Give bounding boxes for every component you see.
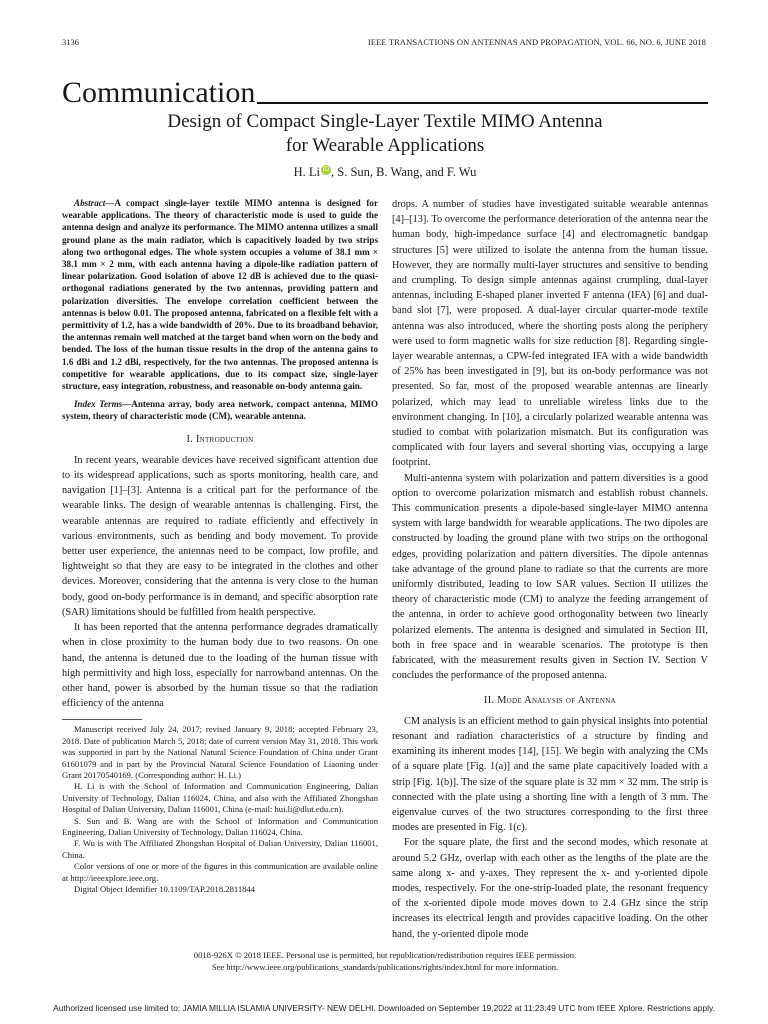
paragraph: Multi-antenna system with polarization and pattern diversities is a good option to overcome polarization mismatch and establish robust channels. This communication presents a dipole-based single-layer MIMO antenna system with large bandwidth for wearable applications. The two dipoles are constructed by loading the ground plane with two strips on the orthogonal edges, providing polarization and pattern diversities. The dipole antennas take advantage of the ground plane to radiate so that the currents are more uniformly distributed, leading to low SAR values. Section II utilizes the theory of characteristic mode (CM) to analyze the feeding arrangement of the antenna, in order to achieve good orthogonality between two linearly polarized elements. The antenna is designed and simulated in Section III, both in free space and in wearable scenarios. The prototype is then fabricated, with the measurement results given in Section IV. Section V concludes the performance of the proposed antenna. <box>392 472 708 682</box>
section-banner <box>62 72 708 108</box>
abstract-lead: Abstract <box>74 198 106 208</box>
footnote: H. Li is with the School of Information and Communication Engineering, Dalian University of Technology, Dalian 116024, China, and also with the Affiliated Zhongshan Hospital of Dalian University, Dalian 116001, China (e-mail: hui.li@dlut.edu.cn). <box>62 781 378 815</box>
author-first: H. Li <box>293 165 321 180</box>
footnote: Manuscript received July 24, 2017; revised January 9, 2018; accepted February 23, 2018. Date of publication March 5, 2018; date of current version May 31, 2018. This work was supported in part by the National Natural Science Foundation of China under Grant 61601079 and in part by the Provincial Natural Science Foundation of Liaoning under Grant 20170540169. (Corresponding author: H. Li.) <box>62 724 378 780</box>
abstract <box>62 197 378 392</box>
author-list <box>62 165 708 180</box>
paragraph: In recent years, wearable devices have received significant attention due to its widespread applications, such as sports monitoring, health care, and navigation [1]–[3]. Antenna is a critical part for the performance of the wearable links. The design of wearable antennas is challenging. First, the wearable antennas are required to radiate efficiently and effectively in various environments, such as bending and body movement. To provide better user experience, the antennas need to be compact, low profile, and lightweight so that they are easy to be integrated in the clothes and other devices. Moreover, considering that the antenna is very close to the human body, good on-body performance is in demand, and specific absorption rate (SAR) limitations should be fulfilled from health perspective. <box>62 454 378 618</box>
left-column <box>62 197 378 895</box>
section-heading-1 <box>62 432 378 447</box>
copyright-line-1: 0018-926X © 2018 IEEE. Personal use is permitted, but republication/redistribution requires IEEE permission. <box>193 950 577 960</box>
footnote: F. Wu is with The Affiliated Zhongshan Hospital of Dalian University, Dalian 116001, China. <box>62 838 378 860</box>
license-notice: Authorized licensed use limited to: JAMIA MILLIA ISLAMIA UNIVERSITY- NEW DELHI. Downloaded on September 19,2022 at 11:23:49 UTC from IEEE Xplore. Restrictions apply. <box>53 1003 715 1013</box>
index-terms-lead: Index Terms <box>74 399 123 410</box>
section-numeral: I. <box>186 433 194 445</box>
orcid-icon[interactable]: iD <box>322 166 330 173</box>
title-line-1: Design of Compact Single-Layer Textile MIMO Antenna <box>167 111 603 132</box>
paper-title <box>62 110 708 158</box>
footnote-rule <box>62 719 142 720</box>
paragraph: CM analysis is an efficient method to gain physical insights into potential resonant and radiation characteristics of a structure by finding and examining its inherent modes [14], [15]. We begin with analyzing the CMs of a square plate [Fig. 1(a)] and the same plate capacitively loaded with a strip [Fig. 1(b)]. The size of the square plate is 32 mm × 32 mm. The strip is connected with the plate using a shorting line with a length of 3 mm. The eigenvalue curves of the two structures corresponding to the first three modes are presented in Fig. 1(c). <box>392 715 708 834</box>
index-terms <box>62 398 378 422</box>
footnote: S. Sun and B. Wang are with the School of Information and Communication Engineering, Dalian University of Technology, Dalian 116024, China. <box>62 815 378 837</box>
paragraph: It has been reported that the antenna performance degrades dramatically when in close proximity to the human body due to two reasons. On one hand, the antenna is detuned due to the loading of the human tissue with high permittivity and high loss, especially for narrowband antennas. On the other hand, power is absorbed by the human tissue so that the radiation efficiency of the antenna <box>62 622 378 710</box>
banner-rule <box>257 102 708 104</box>
author-rest: , S. Sun, B. Wang, and F. Wu <box>331 165 477 180</box>
running-head: IEEE TRANSACTIONS ON ANTENNAS AND PROPAGATION, VOL. 66, NO. 6, JUNE 2018 <box>367 37 706 47</box>
right-column <box>392 197 708 942</box>
section-numeral: II. <box>484 694 495 706</box>
abstract-text: —A compact single-layer textile MIMO antenna is designed for wearable applications. The theory of characteristic mode is used to guide the antenna design and analyze its performance. The MIMO antenna utilizes a small ground plane as the main radiator, which is capacitively loaded by two strips along two orthogonal edges. The whole system occupies a volume of 38.1 mm × 38.1 mm × 2 mm, with each antenna having a dipole-like radiation pattern of linear polarization. Good isolation of above 12 dB is achieved due to the quasi-orthogonal radiations generated by the two antennas, providing pattern and polarization diversities. The envelope correlation coefficient between the antennas is below 0.01. The proposed antenna, fabricated on a flexible felt with a permittivity of 1.2, has a wide bandwidth of 20%. Due to its broadband behavior, the antennas remain well matched at the target band when worn on the body and bended. The loss of the human tissue results in the drop of the antenna gains to 1.6 dBi and 1.2 dBi, respectively, for the two antennas. The proposed antenna is competitive for wearable applications, due to its compact size, single-layer structure, easy integration, robustness, and reasonable on-body antenna gain. <box>62 198 378 392</box>
section-heading-2 <box>392 693 708 708</box>
footnotes <box>62 724 378 895</box>
section-label: Communication <box>62 76 256 109</box>
paragraph: drops. A number of studies have investigated suitable wearable antennas [4]–[13]. To overcome the performance deterioration of the antenna near the human body, high-impedance surface [4] and electromagnetic bandgap structures [5] were utilized to isolate the antenna from the human tissue. However, they are normally multi-layer structures and sensitive to bending and crumpling. To design simple antennas against crumpling, dual-layer antennas, including E-shaped planer inverted F antenna (IFA) [6] and dual-band slot [7], were proposed. A dual-layer circular quarter-mode textile antenna was also introduced, where the shorting posts along the periphery were used to form magnetic walls for size reduction [8]. Regarding single-layer wearable antennas, a CPW-fed integrated IFA with a wide bandwidth of 25% has been investigated in [9], but its on-body performance was not presented. So far, most of the proposed wearable antennas are linearly polarized, which may lead to unreliable wireless links due to the environment changing. In [10], a circularly polarized wearable antenna was studied to combat with polarization mismatch. But its configuration was complicated with four layers and several shorting vias, occupying a large footprint. <box>392 199 708 469</box>
footnote: Digital Object Identifier 10.1109/TAP.2018.2811844 <box>74 884 256 894</box>
copyright-line-2: See http://www.ieee.org/publications_standards/publications/rights/index.html for more information. <box>211 962 559 972</box>
footnote: Color versions of one or more of the figures in this communication are available online at http://ieeexplore.ieee.org. <box>62 861 378 883</box>
index-terms-text: —Antenna array, body area network, compact antenna, MIMO system, theory of characteristic mode (CM), wearable antenna. <box>62 399 378 422</box>
page-number: 3136 <box>62 37 79 47</box>
section-title: Introduction <box>195 433 254 445</box>
paragraph: For the square plate, the first and the second modes, which resonate at around 5.2 GHz, overlap with each other as the lengths of the plate are the same along x- and y-axes. They represent the x- and y-oriented dipole modes, respectively. For the one-strip-loaded plate, the resonant frequency of the x-oriented dipole mode moves down to 2.4 GHz since the strip increases its electrical length and provides capacitive loading. On the other hand, the y-oriented dipole mode <box>392 837 708 940</box>
title-line-2: for Wearable Applications <box>285 135 485 156</box>
section-title: Mode Analysis of Antenna <box>497 694 616 706</box>
copyright-notice <box>62 949 708 973</box>
